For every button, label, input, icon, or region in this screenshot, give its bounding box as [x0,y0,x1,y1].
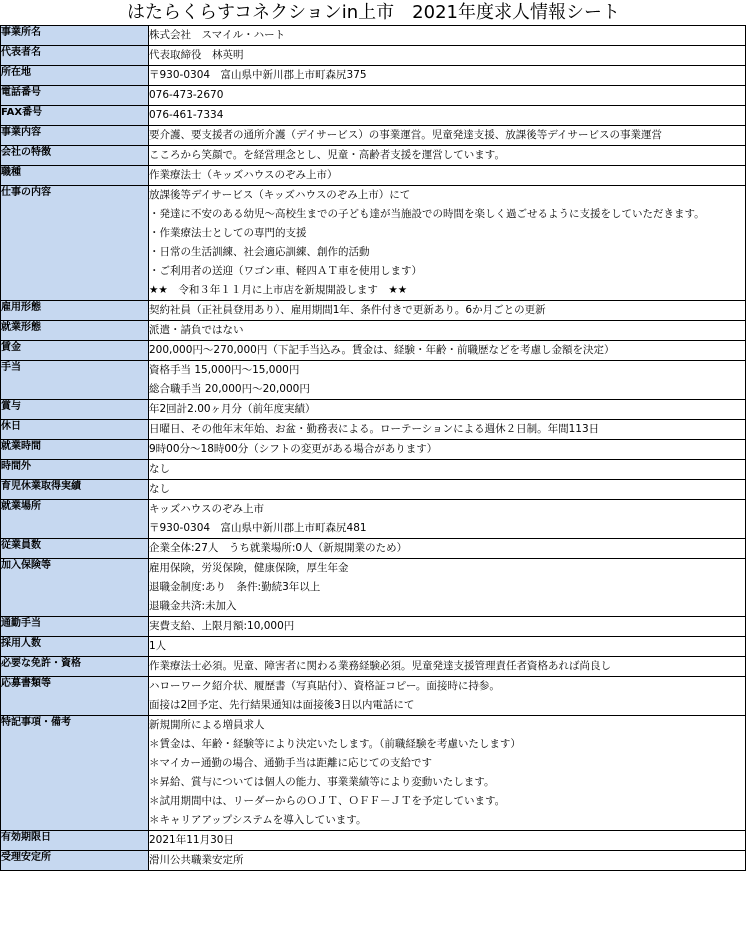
field-label: 有効期限日 [1,831,149,851]
field-value [149,637,746,657]
value-line: 滑川公共職業安定所 [149,854,244,866]
field-label: 応募書類等 [1,677,149,716]
field-value [149,539,746,559]
value-line: 派遣・請負ではない [149,324,244,336]
value-line: 株式会社 スマイル・ハート [149,29,286,41]
value-line: 新規開所による増員求人 [149,719,265,731]
field-value [149,126,746,146]
value-line: 200,000円～270,000円（下記手当込み。賃金は、経験・年齢・前職歴などを考慮し金額を決定） [149,344,615,356]
field-value [149,716,746,831]
field-label: 会社の特徴 [1,146,149,166]
field-label: 職種 [1,166,149,186]
value-line: ・ご利用者の送迎（ワゴン車、軽四ＡＴ車を使用します） [149,265,422,277]
field-value [149,166,746,186]
field-label: 採用人数 [1,637,149,657]
field-value [149,361,746,400]
field-value [149,559,746,617]
value-line: なし [149,463,170,475]
table-row [1,301,746,321]
value-line: 資格手当 15,000円～15,000円 [149,364,300,376]
field-value [149,460,746,480]
value-line: 退職金制度:あり 条件:勤続3年以上 [149,581,321,593]
value-line: ・日常の生活訓練、社会適応訓練、創作的活動 [149,246,370,258]
table-row [1,126,746,146]
table-row [1,559,746,617]
table-row [1,617,746,637]
field-label: 事業所名 [1,26,149,46]
field-value [149,500,746,539]
field-value [149,440,746,460]
field-label: 時間外 [1,460,149,480]
field-label: 代表者名 [1,46,149,66]
value-line: なし [149,483,170,495]
field-label: 手当 [1,361,149,400]
field-label: 雇用形態 [1,301,149,321]
table-row [1,851,746,871]
field-label: 就業形態 [1,321,149,341]
field-label: 通勤手当 [1,617,149,637]
table-row [1,539,746,559]
table-row [1,657,746,677]
table-row [1,86,746,106]
value-line: 9時00分～18時00分（シフトの変更がある場合があります） [149,443,438,455]
field-value [149,301,746,321]
table-row [1,106,746,126]
table-row [1,420,746,440]
table-row [1,677,746,716]
table-row [1,831,746,851]
field-value [149,341,746,361]
value-line: ハローワーク紹介状、履歴書（写真貼付）、資格証コピー。面接時に持参。 [149,680,500,692]
field-label: 事業内容 [1,126,149,146]
field-label: FAX番号 [1,106,149,126]
field-value [149,26,746,46]
value-line: 年2回計2.00ヶ月分（前年度実績） [149,403,316,415]
table-row [1,460,746,480]
value-line: ＊キャリアアップシステムを導入しています。 [149,814,367,826]
value-line: 2021年11月30日 [149,834,234,846]
value-line: こころから笑顔で。を経営理念とし、児童・高齢者支援を運営しています。 [149,149,505,161]
field-label: 育児休業取得実績 [1,480,149,500]
field-label: 必要な免許・資格 [1,657,149,677]
value-line: 要介護、要支援者の通所介護（デイサービス）の事業運営。児童発達支援、放課後等デイサービスの事業運営 [149,129,663,141]
field-value [149,321,746,341]
field-value [149,657,746,677]
field-value [149,106,746,126]
value-line: キッズハウスのぞみ上市 [149,503,264,515]
field-value [149,186,746,301]
field-value [149,420,746,440]
value-line: 1人 [149,640,167,652]
value-line: ・作業療法士としての専門的支援 [149,227,307,239]
field-label: 休日 [1,420,149,440]
table-row [1,166,746,186]
field-label: 賃金 [1,341,149,361]
value-line: 退職金共済:未加入 [149,600,237,612]
field-value [149,677,746,716]
table-row [1,46,746,66]
field-label: 電話番号 [1,86,149,106]
value-line: 雇用保険，労災保険，健康保険，厚生年金 [149,562,349,574]
table-row [1,186,746,301]
table-row [1,440,746,460]
table-row [1,480,746,500]
value-line: ＊昇給、賞与については個人の能力、事業業績等により変動いたします。 [149,776,495,788]
value-line: 〒930-0304 富山県中新川郡上市町森尻375 [149,69,367,81]
table-row [1,716,746,831]
table-row [1,341,746,361]
table-row [1,400,746,420]
field-label: 賞与 [1,400,149,420]
field-label: 就業場所 [1,500,149,539]
value-line: 076-473-2670 [149,89,224,101]
table-row [1,321,746,341]
table-row [1,637,746,657]
value-line: ＊賃金は、年齢・経験等により決定いたします。（前職経験を考慮いたします） [149,738,521,750]
field-value [149,146,746,166]
field-label: 就業時間 [1,440,149,460]
value-line: 日曜日、その他年末年始、お盆・勤務表による。ローテーションによる週休２日制。年間113日 [149,423,600,435]
field-label: 加入保険等 [1,559,149,617]
value-line: ＊試用期間中は、リーダーからのＯＪＴ、ＯＦＦ－ＪＴを予定しています。 [149,795,506,807]
field-value [149,46,746,66]
value-line: 企業全体:27人 うち就業場所:0人（新規開業のため） [149,542,408,554]
table-row [1,26,746,46]
field-value [149,617,746,637]
value-line: ＊マイカー通勤の場合、通勤手当は距離に応じての支給です [149,757,432,769]
value-line: 代表取締役 林英明 [149,49,244,61]
field-label: 仕事の内容 [1,186,149,301]
field-label: 従業員数 [1,539,149,559]
job-info-table [0,25,746,871]
value-line: 総合職手当 20,000円～20,000円 [149,383,310,395]
field-label: 受理安定所 [1,851,149,871]
field-value [149,480,746,500]
value-line: 面接は2回予定、先行結果通知は面接後3日以内電話にて [149,699,415,711]
value-line: 契約社員（正社員登用あり）、雇用期間1年、条件付きで更新あり。6か月ごとの更新 [149,304,546,316]
value-line: 作業療法士（キッズハウスのぞみ上市） [149,169,338,181]
field-value [149,831,746,851]
table-row [1,66,746,86]
value-line: 076-461-7334 [149,109,224,121]
field-value [149,851,746,871]
field-label: 特記事項・備考 [1,716,149,831]
table-row [1,500,746,539]
field-value [149,86,746,106]
table-row [1,146,746,166]
value-line: ★★ 令和３年１１月に上市店を新規開設します ★★ [149,284,408,296]
value-line: 〒930-0304 富山県中新川郡上市町森尻481 [149,522,367,534]
field-value [149,400,746,420]
value-line: 放課後等デイサービス（キッズハウスのぞみ上市）にて [149,189,411,201]
table-row [1,361,746,400]
page-title: はたらくらすコネクションin上市 2021年度求人情報シート [127,2,620,23]
field-label: 所在地 [1,66,149,86]
value-line: 実費支給、上限月額:10,000円 [149,620,295,632]
value-line: ・発達に不安のある幼児～高校生までの子ども達が当施設での時間を楽しく過ごせるように支援をしていただきます。 [149,208,705,220]
field-value [149,66,746,86]
value-line: 作業療法士必須。児童、障害者に関わる業務経験必須。児童発達支援管理責任者資格あれば尚良し [149,660,611,672]
